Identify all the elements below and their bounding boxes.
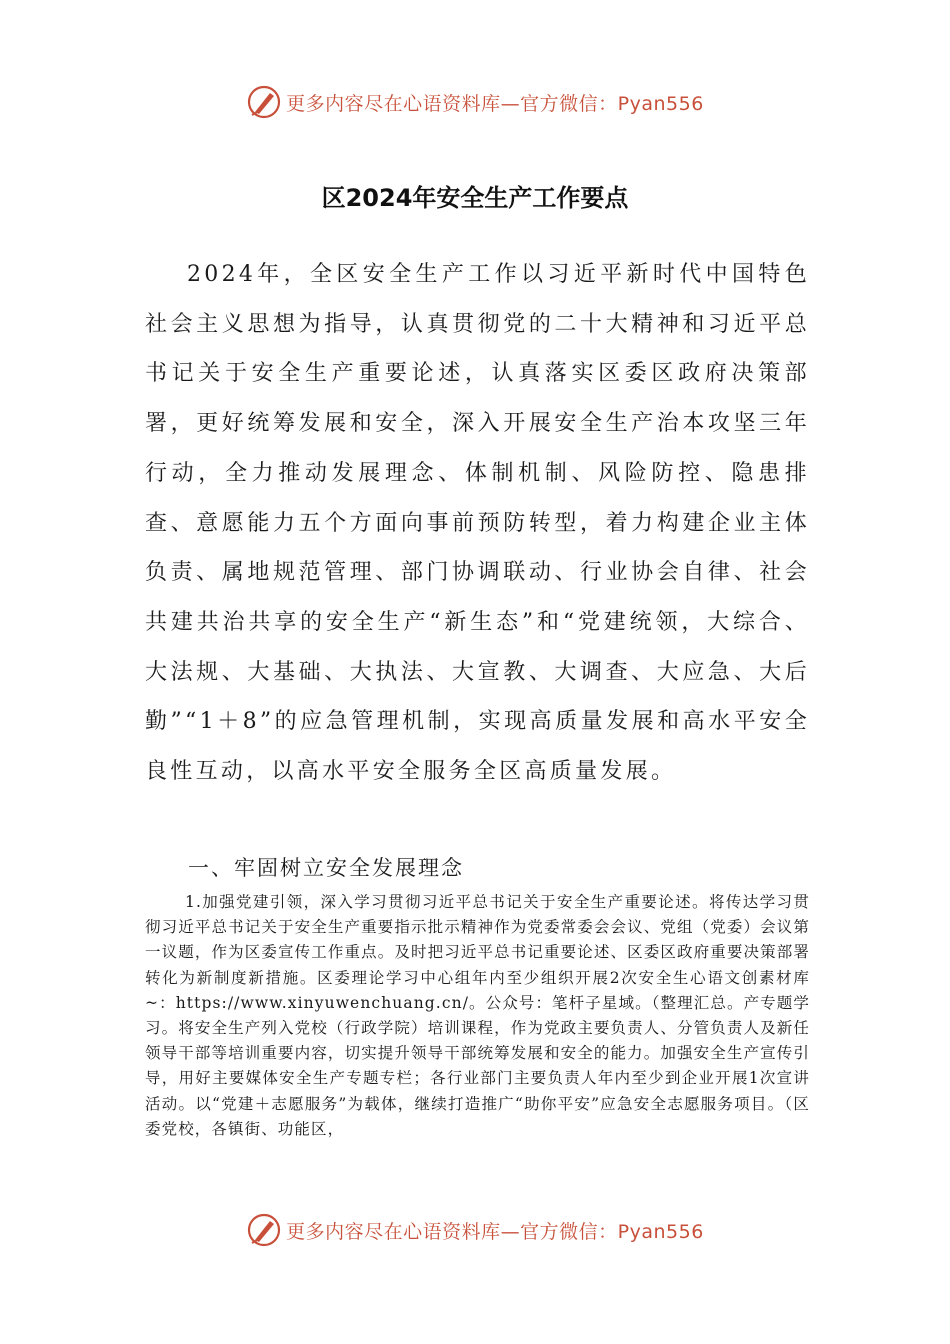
watermark-banner-bottom: [0, 1210, 950, 1250]
section-heading: 一、牢固树立安全发展理念: [188, 856, 464, 880]
lead-paragraph: 2024年，全区安全生产工作以习近平新时代中国特色社会主义思想为指导，认真贯彻党的二十大精神和习近平总书记关于安全生产重要论述，认真落实区委区政府决策部署，更好统筹发展和安全，深入开展安全生产治本攻坚三年行动，全力推动发展理念、体制机制、风险防控、隐患排查、意愿能力五个方面向事前预防转型，着力构建企业主体负责、属地规范管理、部门协调联动、行业协会自律、社会共建共治共享的安全生产“新生态”和“党建统领，大综合、大法规、大基础、大执法、大宣教、大调查、大应急、大后勤”“1＋8”的应急管理机制，实现高质量发展和高水平安全良性互动，以高水平安全服务全区高质量发展。: [145, 262, 810, 785]
quill-pen-icon: [246, 84, 282, 120]
watermark-text: 更多内容尽在心语资料库—官方微信：Pyan556: [286, 1220, 704, 1243]
watermark-banner-top: [0, 82, 950, 122]
item-paragraph: 1.加强党建引领，深入学习贯彻习近平总书记关于安全生产重要论述。将传达学习贯彻习近平总书记关于安全生产重要指示批示精神作为党委常委会会议、党组（党委）会议第一议题，作为区委宣传工作重点。及时把习近平总书记重要论述、区委区政府重要决策部署转化为新制度新措施。区委理论学习中心组年内至少组织开展2次安全生心语文创素材库~：https://www.xinyuwenchuang.cn/。公众号：笔杆子星域。（整理汇总。产专题学习。将安全生产列入党校（行政学院）培训课程，作为党政主要负责人、分管负责人及新任领导干部等培训重要内容，切实提升领导干部统筹发展和安全的能力。加强安全生产宣传引导，用好主要媒体安全生产专题专栏；各行业部门主要负责人年内至少到企业开展1次宣讲活动。以“党建＋志愿服务”为载体，继续打造推广“助你平安”应急安全志愿服务项目。（区委党校，各镇街、功能区，: [145, 893, 810, 1138]
document-title: 区2024年安全生产工作要点: [321, 184, 629, 212]
watermark-text: 更多内容尽在心语资料库—官方微信：Pyan556: [286, 92, 704, 115]
quill-pen-icon: [246, 1212, 282, 1248]
